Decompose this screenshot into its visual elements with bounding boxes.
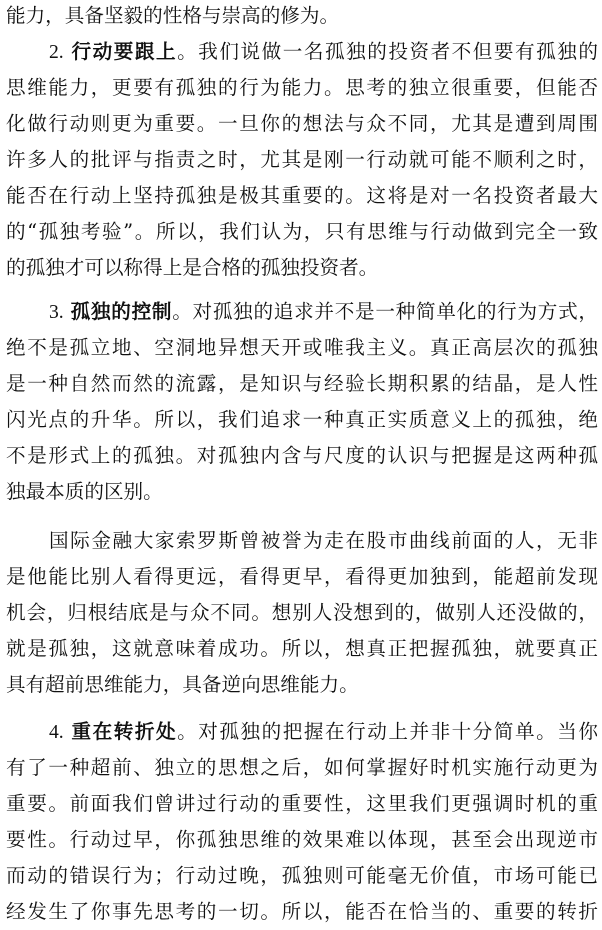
item-number: 4. xyxy=(49,722,64,743)
text-line: 的“孤独考验”。所以，我们认为，只有思维与行动做到完全一致 xyxy=(6,220,598,243)
text-span: 。对孤独的追求并不是一种简单化的行为方式， xyxy=(172,300,598,323)
text-line: 重要。前面我们曾讲过行动的重要性，这里我们更强调时机的重 xyxy=(6,792,598,815)
text-line: 是他能比别人看得更远，看得更早，看得更加独到，能超前发现 xyxy=(6,565,598,588)
text-line: 独最本质的区别。 xyxy=(6,480,163,503)
text-line: 是一种自然而然的流露，是知识与经验长期积累的结晶，是人性 xyxy=(6,372,598,395)
text-line: 就是孤独，这就意味着成功。所以，想真正把握孤独，就要真正 xyxy=(6,637,598,660)
text-line: 能否在行动上坚持孤独是极其重要的。这将是对一名投资者最大 xyxy=(6,184,598,207)
text-line: 不是形式上的孤独。对孤独内含与尺度的认识与把握是这两种孤 xyxy=(6,444,598,467)
item-number: 2. xyxy=(49,42,64,63)
text-line: 要性。行动过早，你孤独思维的效果难以体现，甚至会出现逆市 xyxy=(6,828,598,851)
text-span: 。对孤独的把握在行动上并非十分简单。当你 xyxy=(177,720,598,743)
text-line: 国际金融大家索罗斯曾被誉为走在股市曲线前面的人，无非 xyxy=(49,529,598,552)
text-line: 经发生了你事先思考的一切。所以，能否在恰当的、重要的转折 xyxy=(6,900,598,923)
text-line: 化做行动则更为重要。一旦你的想法与众不同，尤其是遭到周围 xyxy=(6,112,598,135)
text-line: 的孤独才可以称得上是合格的孤独投资者。 xyxy=(6,256,379,279)
text-span: 。我们说做一名孤独的投资者不但要有孤独的 xyxy=(177,40,598,63)
heading-line-control xyxy=(6,297,598,327)
text-line: 有了一种超前、独立的思想之后，如何掌握好时机实施行动更为 xyxy=(6,756,598,779)
text-line: 而动的错误行为；行动过晚，孤独则可能毫无价值，市场可能已 xyxy=(6,864,598,887)
heading-line-action xyxy=(6,37,598,67)
text-line: 具有超前思维能力，具备逆向思维能力。 xyxy=(6,673,359,696)
text-line: 能力，具备坚毅的性格与崇高的修为。 xyxy=(6,4,340,27)
text-line: 绝不是孤立地、空洞地异想天开或唯我主义。真正高层次的孤独 xyxy=(6,336,598,359)
section-heading: 行动要跟上 xyxy=(71,40,178,63)
section-heading: 重在转折处 xyxy=(71,720,178,743)
text-line: 思维能力，更要有孤独的行为能力。思考的独立很重要，但能否 xyxy=(6,76,598,99)
heading-line-turning-point xyxy=(6,717,598,747)
item-number: 3. xyxy=(49,302,64,323)
text-line: 机会，归根结底是与众不同。想别人没想到的，做别人还没做的， xyxy=(6,601,598,624)
text-line: 许多人的批评与指责之时，尤其是刚一行动就可能不顺利之时， xyxy=(6,148,598,171)
text-line: 闪光点的升华。所以，我们追求一种真正实质意义上的孤独，绝 xyxy=(6,408,598,431)
section-heading: 孤独的控制 xyxy=(70,300,173,323)
